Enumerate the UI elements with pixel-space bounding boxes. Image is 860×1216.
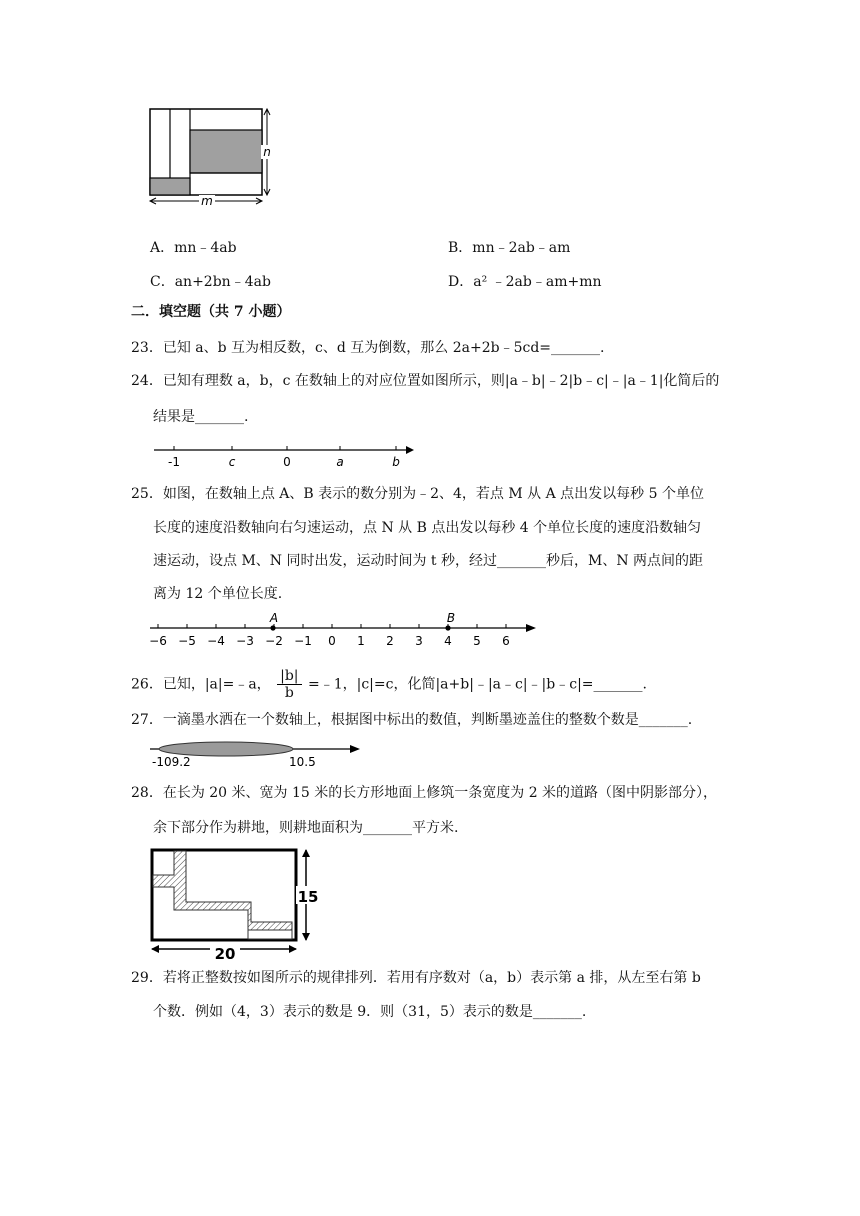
q25-tick-label: 6: [502, 634, 510, 648]
q27-ink-number-line: [146, 738, 376, 770]
q24-line1: 24．已知有理数 a，b，c 在数轴上的对应位置如图所示，则|a﹣b|﹣2|b﹣c|﹣|a﹣1|化简后的: [131, 373, 720, 389]
point-a-label: A: [269, 611, 279, 625]
q29-line2: 个数．例如（4，3）表示的数是 9．则（31，5）表示的数是_______.: [153, 1004, 587, 1020]
q25-tick-label: 0: [328, 634, 336, 648]
q25-line3: 速运动，设点 M、N 同时出发，运动时间为 t 秒，经过_______秒后，M、N 两点间的距: [153, 553, 704, 569]
option-b: B．mn﹣2ab﹣am: [448, 240, 571, 256]
point-a-dot: [270, 625, 275, 630]
point-b-dot: [445, 625, 450, 630]
q25-tick-label: −6: [149, 634, 167, 648]
q25-tick-label: 2: [386, 634, 394, 648]
section-title: 二．填空题（共 7 小题）: [131, 304, 291, 320]
q24-line2: 结果是_______.: [153, 409, 249, 425]
ink-blot: [159, 742, 293, 756]
q25-line4: 离为 12 个单位长度.: [153, 586, 283, 602]
q28-line1: 28．在长为 20 米、宽为 15 米的长方形地面上修筑一条宽度为 2 米的道路（图中阴影部分），: [131, 785, 718, 801]
q25-tick-label: 1: [357, 634, 365, 648]
q28-width-label: 20: [214, 945, 236, 963]
q23-text: 23．已知 a、b 互为相反数，c、d 互为倒数，那么 2a+2b﹣5cd=_______.: [131, 340, 605, 356]
q24-number-line: [150, 442, 430, 472]
q24-label-b: b: [392, 455, 400, 469]
q26-text: [131, 668, 647, 704]
q25-tick-label: 5: [473, 634, 481, 648]
q24-label-0: 0: [283, 455, 291, 469]
q26-fraction: [277, 668, 301, 701]
q24-label-a: a: [336, 455, 344, 469]
label-m: m: [201, 194, 213, 208]
q26-frac-num: |b|: [277, 668, 301, 685]
q25-tick-label: −5: [178, 634, 196, 648]
q27-left-value: -109.2: [152, 755, 191, 769]
q25-tick-label: −2: [265, 634, 283, 648]
option-d: D．a² ﹣2ab﹣am+mn: [448, 274, 602, 290]
q25-line2: 长度的速度沿数轴向右匀速运动，点 N 从 B 点出发以每秒 4 个单位长度的速度沿数轴匀: [153, 520, 702, 536]
q25-line1: 25．如图，在数轴上点 A、B 表示的数分别为﹣2、4，若点 M 从 A 点出发以每秒 5 个单位: [131, 486, 704, 502]
q28-height-label: 15: [297, 888, 319, 906]
q27-right-value: 10.5: [289, 755, 316, 769]
q28-line2: 余下部分作为耕地，则耕地面积为_______平方米.: [153, 820, 459, 836]
q25-tick-label: −4: [207, 634, 225, 648]
rectangle-figure: [143, 105, 283, 210]
label-n: n: [263, 145, 271, 159]
option-c: C．an+2bn﹣4ab: [150, 274, 271, 290]
q25-tick-label: −1: [294, 634, 312, 648]
q27-text: 27．一滴墨水洒在一个数轴上，根据图中标出的数值，判断墨迹盖住的整数个数是_______.: [131, 712, 693, 728]
q26-frac-den: b: [284, 685, 294, 701]
q25-tick-label: 3: [415, 634, 423, 648]
option-a: A．mn﹣4ab: [150, 240, 237, 256]
q28-field-figure: [146, 842, 326, 964]
q25-tick-label: 4: [444, 634, 452, 648]
q29-line1: 29．若将正整数按如图所示的规律排列．若用有序数对（a，b）表示第 a 排，从左至右第 b: [131, 970, 701, 986]
q25-tick-label: −3: [236, 634, 254, 648]
point-b-label: B: [446, 611, 456, 625]
q25-number-line: [146, 610, 546, 652]
q26-suffix: =﹣1，|c|=c，化简|a+b|﹣|a﹣c|﹣|b﹣c|=_______.: [307, 676, 647, 693]
q26-prefix: 26．已知，|a|=﹣a，: [131, 676, 271, 693]
q24-label-neg1: -1: [168, 455, 180, 469]
q24-label-c: c: [228, 455, 236, 469]
